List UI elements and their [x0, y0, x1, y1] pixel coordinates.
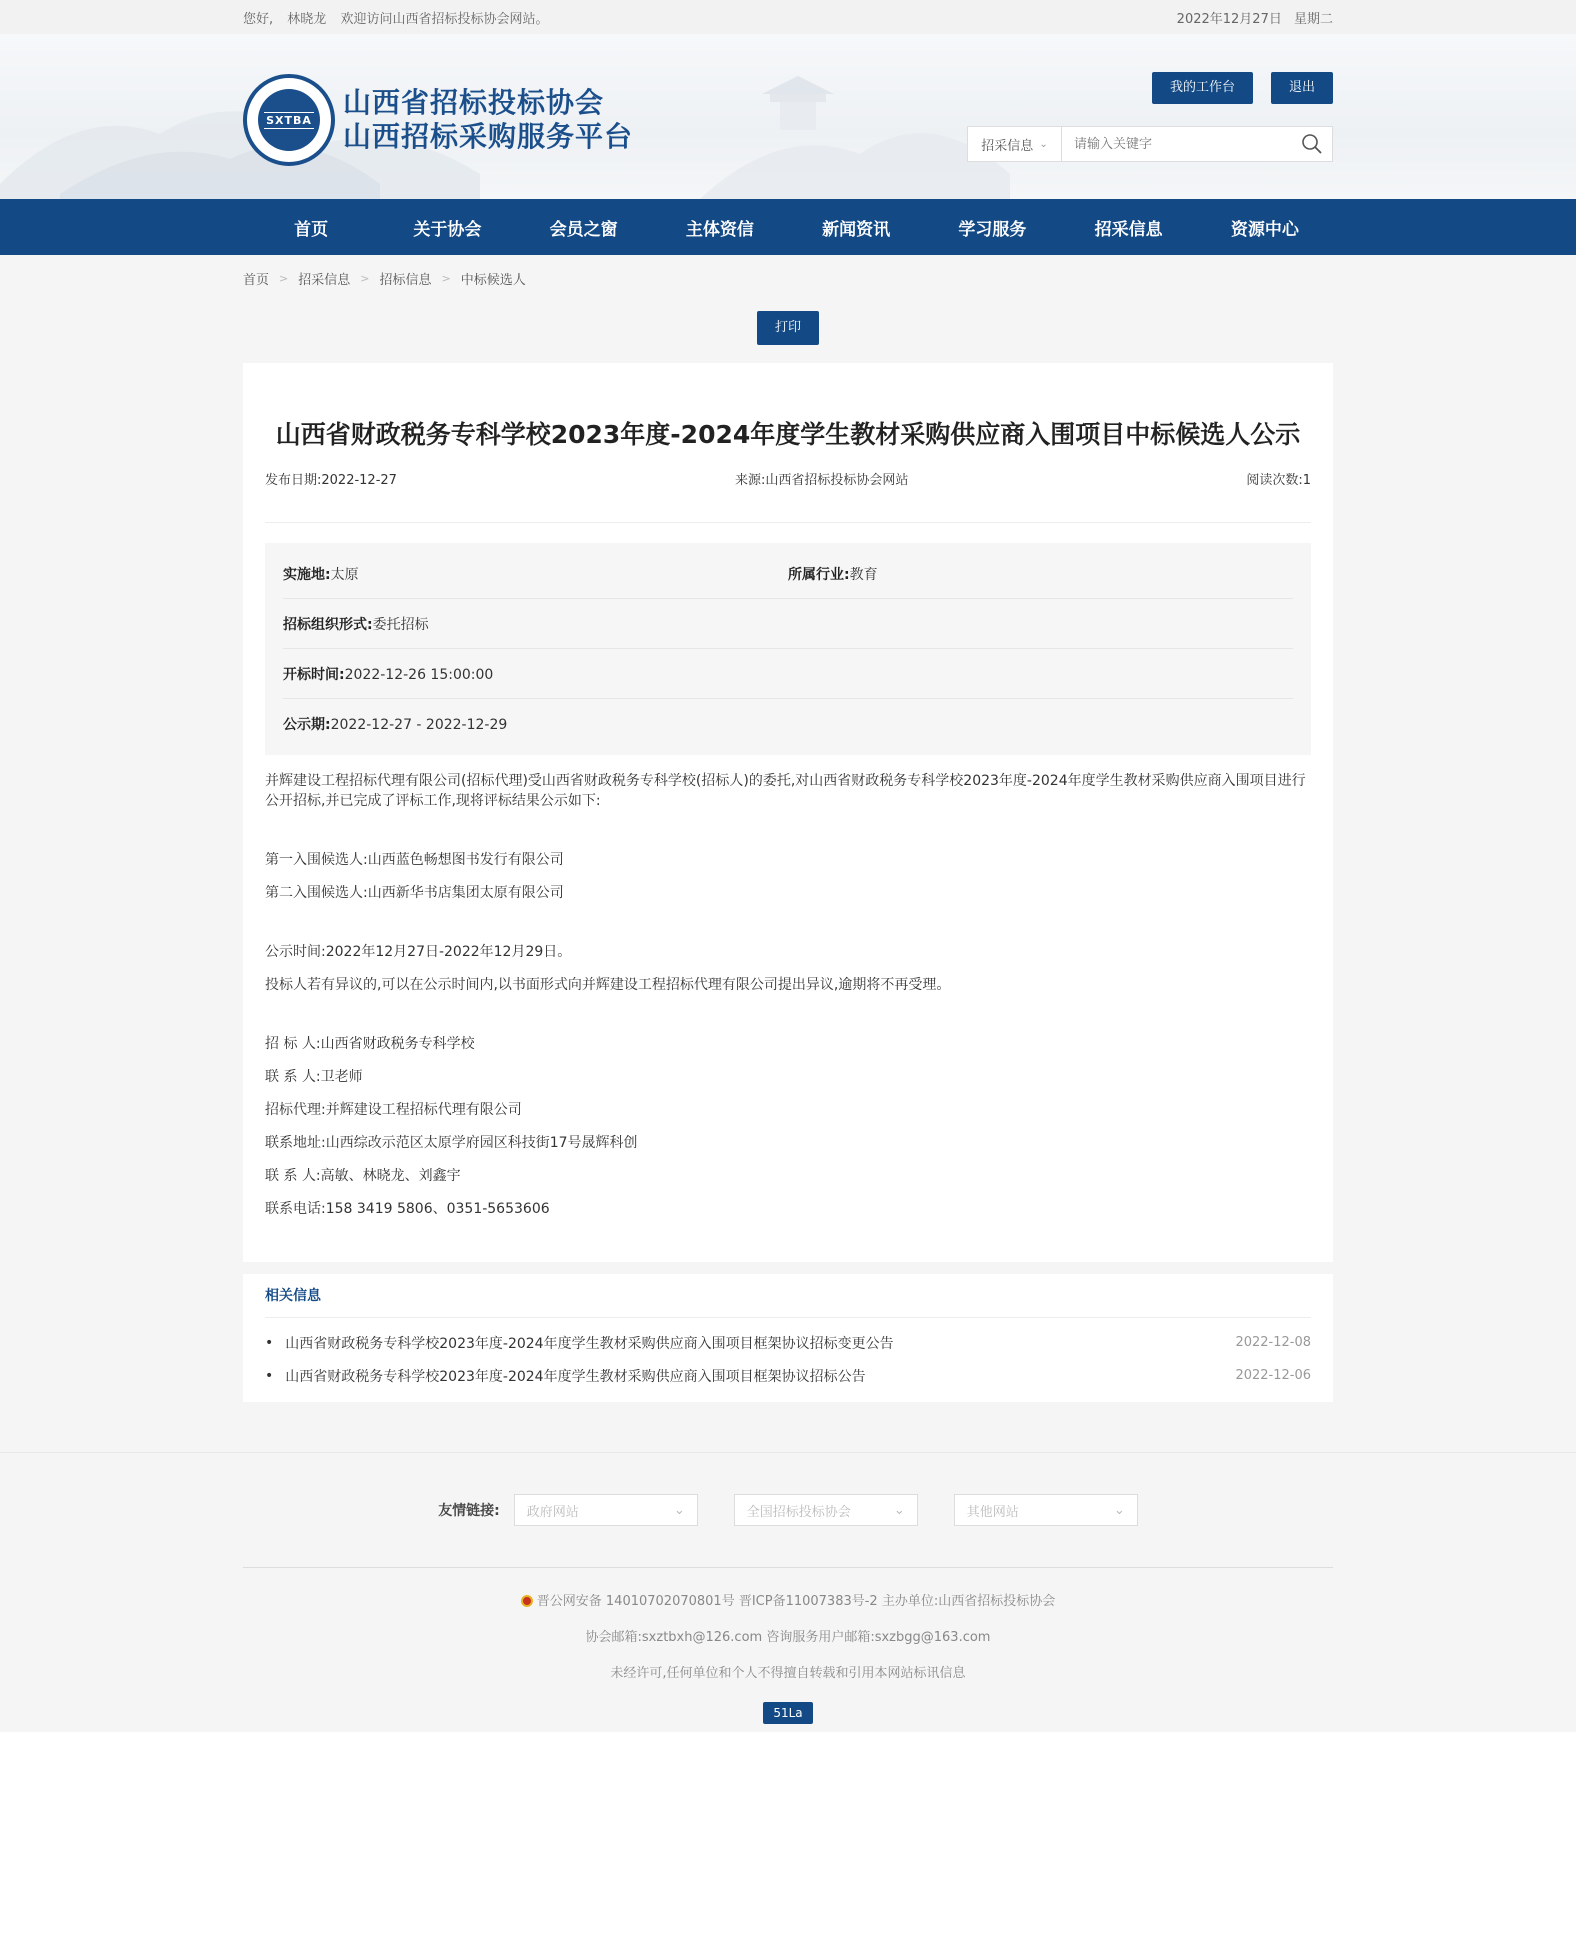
related-title: 相关信息 — [265, 1274, 1311, 1318]
article-source: 来源:山西省招标投标协会网站 — [734, 473, 909, 488]
info-row — [283, 649, 1293, 699]
chevron-right-icon: > — [279, 271, 289, 285]
search-category-select[interactable] — [968, 127, 1062, 161]
industry-value: 教育 — [849, 566, 878, 583]
list-item[interactable] — [265, 1359, 1311, 1392]
agency: 招标代理:并辉建设工程招标代理有限公司 — [265, 1102, 522, 1118]
candidate-first: 第一入围候选人:山西蓝色畅想图书发行有限公司 — [265, 852, 564, 868]
print-button[interactable]: 打印 — [757, 311, 819, 345]
footer-emails: 协会邮箱:sxztbxh@126.com 咨询服务用户邮箱:sxzbgg@163.com — [585, 1630, 991, 1645]
article-title: 山西省财政税务专科学校2023年度-2024年度学生教材采购供应商入围项目中标候选人公示 — [275, 420, 1301, 449]
project-info-box — [265, 543, 1311, 755]
greeting-hello: 您好, — [243, 11, 274, 27]
nav-item-procurement[interactable]: 招采信息 — [1094, 219, 1163, 240]
org-form-value: 委托招标 — [372, 616, 429, 633]
tenderer: 招 标 人:山西省财政税务专科学校 — [265, 1036, 475, 1052]
article-meta — [265, 469, 1311, 523]
nav-item-home[interactable]: 首页 — [294, 219, 329, 240]
location-value: 太原 — [330, 566, 359, 583]
article-body — [265, 771, 1311, 1219]
nav-item-news[interactable]: 新闻资讯 — [822, 219, 891, 240]
breadcrumb-tender-info[interactable]: 招标信息 — [379, 272, 432, 288]
nav-item-credit[interactable]: 主体资信 — [685, 219, 754, 240]
username[interactable]: 林晓龙 — [287, 11, 327, 27]
logo-emblem — [243, 74, 335, 166]
breadcrumb-current: 中标候选人 — [460, 272, 526, 288]
related-link[interactable]: 山西省财政税务专科学校2023年度-2024年度学生教材采购供应商入围项目框架协议招标变更公告 — [285, 1335, 894, 1352]
list-item[interactable] — [265, 1326, 1311, 1359]
header-actions — [1152, 72, 1333, 104]
agency-phone: 联系电话:158 3419 5806、0351-5653606 — [265, 1201, 550, 1217]
chevron-down-icon: ⌄ — [1113, 1502, 1125, 1518]
intro-paragraph: 并辉建设工程招标代理有限公司(招标代理)受山西省财政税务专科学校(招标人)的委托,对山西省财政税务专科学校2023年度-2024年度学生教材采购供应商入围项目进行公开招标,并已完成了评标工作,现将评标结果公示如下: — [265, 773, 1306, 809]
footer-registration: 晋公网安备 14010702070801号 晋ICP备11007383号-2 主办单位:山西省招标投标协会 — [536, 1594, 1056, 1609]
national-assoc-label: 全国招标投标协会 — [746, 1504, 851, 1520]
top-bar — [0, 0, 1576, 34]
info-row — [283, 549, 1293, 599]
related-info — [243, 1274, 1333, 1402]
location-label: 实施地: — [283, 566, 331, 583]
open-time-label: 开标时间: — [283, 666, 345, 683]
logo-title-line1: 山西省招标投标协会 — [343, 86, 605, 119]
chevron-down-icon: ⌄ — [673, 1502, 685, 1518]
chevron-right-icon: > — [360, 271, 370, 285]
search-icon[interactable] — [1292, 133, 1332, 155]
info-row — [283, 699, 1293, 749]
breadcrumb-procurement[interactable]: 招采信息 — [298, 272, 351, 288]
candidate-second: 第二入围候选人:山西新华书店集团太原有限公司 — [265, 885, 564, 901]
logo-title — [343, 86, 633, 154]
national-assoc-select[interactable] — [734, 1494, 918, 1526]
chevron-down-icon: ⌄ — [1039, 138, 1048, 150]
article — [243, 363, 1333, 1262]
site-header — [0, 34, 1576, 199]
nav-item-members[interactable]: 会员之窗 — [549, 219, 618, 240]
related-date: 2022-12-06 — [1235, 1368, 1311, 1383]
weekday-text: 星期二 — [1293, 11, 1333, 27]
logout-button[interactable]: 退出 — [1271, 72, 1333, 104]
gov-sites-select[interactable] — [514, 1494, 698, 1526]
site-logo[interactable] — [243, 74, 633, 166]
friend-links — [243, 1453, 1333, 1568]
other-sites-label: 其他网站 — [966, 1504, 1019, 1520]
related-date: 2022-12-08 — [1235, 1335, 1311, 1350]
page-body — [0, 255, 1576, 1452]
stats-badge[interactable]: 51La — [763, 1702, 812, 1724]
greeting — [243, 8, 558, 27]
breadcrumb-home[interactable]: 首页 — [243, 272, 270, 288]
main-nav — [0, 199, 1576, 255]
agency-address: 联系地址:山西综改示范区太原学府园区科技街17号晟辉科创 — [265, 1135, 638, 1151]
bullet-icon: • — [265, 1334, 274, 1351]
notice-time: 公示时间:2022年12月27日-2022年12月29日。 — [265, 944, 572, 960]
tenderer-contact: 联 系 人:卫老师 — [265, 1069, 363, 1085]
footer-info — [243, 1568, 1333, 1724]
footer-copyright: 未经许可,任何单位和个人不得擅自转载和引用本网站标讯信息 — [610, 1666, 966, 1681]
search-bar — [967, 126, 1333, 162]
nav-item-about[interactable]: 关于协会 — [413, 219, 482, 240]
agency-contact: 联 系 人:高敏、林晓龙、刘鑫宇 — [265, 1168, 461, 1184]
police-emblem-icon — [521, 1595, 533, 1607]
chevron-down-icon: ⌄ — [893, 1502, 905, 1518]
site-footer — [0, 1452, 1576, 1732]
current-date — [1177, 8, 1333, 27]
other-sites-select[interactable] — [954, 1494, 1138, 1526]
view-count: 阅读次数:1 — [1246, 473, 1311, 488]
nav-item-resources[interactable]: 资源中心 — [1230, 219, 1299, 240]
objection-text: 投标人若有异议的,可以在公示时间内,以书面形式向并辉建设工程招标代理有限公司提出异议,逾期将不再受理。 — [265, 977, 951, 993]
workbench-button[interactable]: 我的工作台 — [1152, 72, 1253, 104]
org-form-label: 招标组织形式: — [283, 616, 373, 633]
notice-period-value: 2022-12-27 - 2022-12-29 — [330, 717, 508, 733]
search-category-label: 招采信息 — [981, 138, 1034, 154]
gov-sites-label: 政府网站 — [526, 1504, 579, 1520]
info-row — [283, 599, 1293, 649]
bullet-icon: • — [265, 1367, 274, 1384]
industry-label: 所属行业: — [788, 566, 850, 583]
logo-abbr: SXTBA — [266, 113, 312, 127]
breadcrumb — [243, 255, 1333, 301]
friend-links-label: 友情链接: — [438, 1503, 500, 1519]
open-time-value: 2022-12-26 15:00:00 — [344, 666, 494, 683]
welcome-text: 欢迎访问山西省招标投标协会网站。 — [340, 11, 549, 27]
related-link[interactable]: 山西省财政税务专科学校2023年度-2024年度学生教材采购供应商入围项目框架协议招标公告 — [285, 1368, 866, 1385]
logo-title-line2: 山西招标采购服务平台 — [343, 120, 634, 153]
notice-period-label: 公示期: — [283, 717, 331, 733]
search-input[interactable] — [1062, 127, 1292, 161]
date-text: 2022年12月27日 — [1176, 11, 1282, 27]
publish-date: 发布日期:2022-12-27 — [265, 473, 397, 488]
nav-item-learning[interactable]: 学习服务 — [958, 219, 1027, 240]
chevron-right-icon: > — [441, 271, 451, 285]
